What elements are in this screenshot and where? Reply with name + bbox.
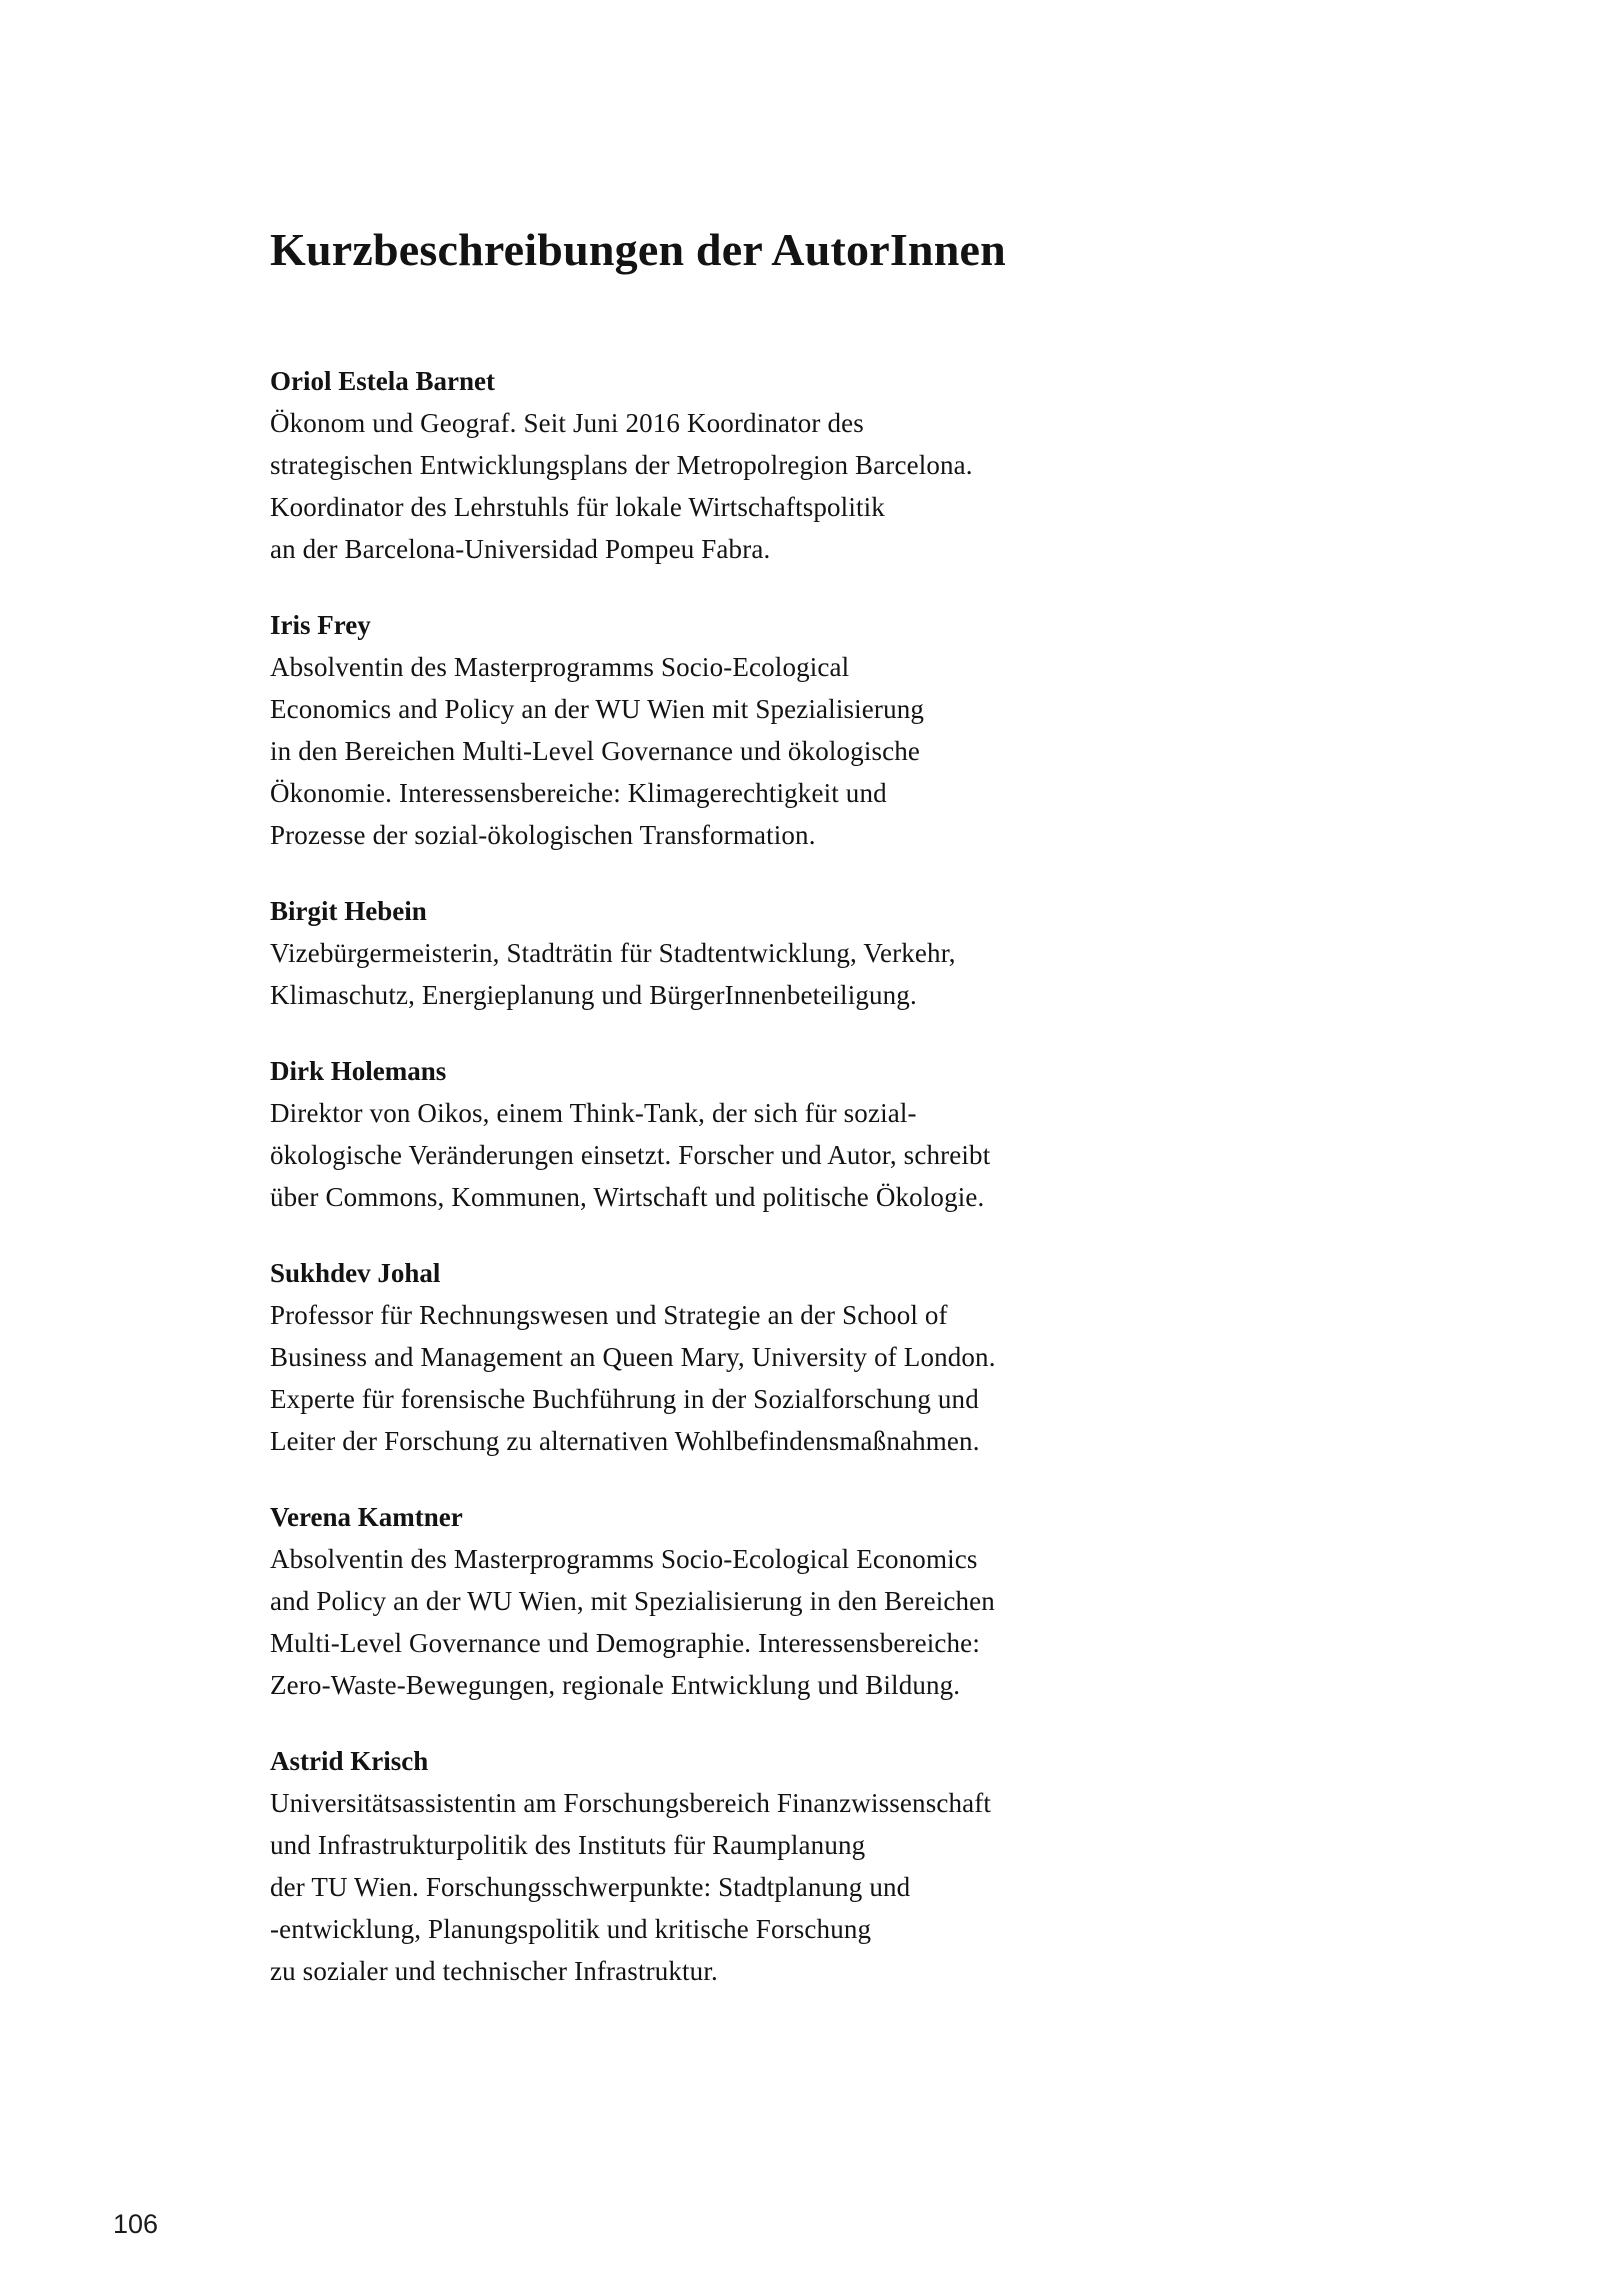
bio-line: und Infrastrukturpolitik des Instituts für Raumplanung [270,1830,866,1860]
author-bio [270,1538,1150,1706]
author-bio [270,402,1150,570]
bio-line: strategischen Entwicklungsplans der Metropolregion Barcelona. [270,450,973,480]
bio-line: Leiter der Forschung zu alternativen Wohlbefindensmaßnahmen. [270,1426,980,1456]
author-section [270,1050,1150,1218]
bio-line: an der Barcelona-Universidad Pompeu Fabra. [270,534,771,564]
page-title: Kurzbeschreibungen der AutorInnen [270,224,1006,275]
author-section [270,1252,1150,1462]
author-name: Birgit Hebein [270,896,427,926]
bio-line: Klimaschutz, Energieplanung und BürgerInnenbeteiligung. [270,980,917,1010]
author-bio [270,1782,1150,1992]
author-section [270,890,1150,1016]
author-section [270,1496,1150,1706]
bio-line: Absolventin des Masterprogramms Socio-Ecological [270,652,850,682]
author-name: Verena Kamtner [270,1502,463,1532]
author-list [270,360,1150,1992]
author-name: Iris Frey [270,610,371,640]
author-name: Sukhdev Johal [270,1258,441,1288]
bio-line: -entwicklung, Planungspolitik und kritische Forschung [270,1914,872,1944]
bio-line: über Commons, Kommunen, Wirtschaft und politische Ökologie. [270,1182,985,1212]
bio-line: Economics and Policy an der WU Wien mit Spezialisierung [270,694,925,724]
page-number: 106 [113,2209,159,2239]
author-section [270,604,1150,856]
bio-line: Ökonom und Geograf. Seit Juni 2016 Koordinator des [270,408,864,438]
bio-line: Absolventin des Masterprogramms Socio-Ecological Economics [270,1544,978,1574]
bio-line: Direktor von Oikos, einem Think-Tank, der sich für sozial- [270,1098,917,1128]
author-section [270,360,1150,570]
bio-line: zu sozialer und technischer Infrastruktur. [270,1956,718,1986]
bio-line: Vizebürgermeisterin, Stadträtin für Stadtentwicklung, Verkehr, [270,938,956,968]
author-section [270,1740,1150,1992]
bio-line: Zero-Waste-Bewegungen, regionale Entwicklung und Bildung. [270,1670,961,1700]
bio-line: Business and Management an Queen Mary, University of London. [270,1342,996,1372]
bio-line: Prozesse der sozial-ökologischen Transformation. [270,820,816,850]
author-bio [270,932,1150,1016]
author-bio [270,646,1150,856]
author-bio [270,1092,1150,1218]
author-name: Oriol Estela Barnet [270,366,495,396]
page-content [270,222,1150,1992]
bio-line: Ökonomie. Interessensbereiche: Klimagerechtigkeit und [270,778,887,808]
bio-line: Universitätsassistentin am Forschungsbereich Finanzwissenschaft [270,1788,992,1818]
author-bio [270,1294,1150,1462]
bio-line: Koordinator des Lehrstuhls für lokale Wirtschaftspolitik [270,492,885,522]
bio-line: Multi-Level Governance und Demographie. Interessensbereiche: [270,1628,980,1658]
bio-line: and Policy an der WU Wien, mit Spezialisierung in den Bereichen [270,1586,995,1616]
bio-line: ökologische Veränderungen einsetzt. Forscher und Autor, schreibt [270,1140,991,1170]
bio-line: Experte für forensische Buchführung in der Sozialforschung und [270,1384,979,1414]
bio-line: der TU Wien. Forschungsschwerpunkte: Stadtplanung und [270,1872,911,1902]
bio-line: in den Bereichen Multi-Level Governance und ökologische [270,736,921,766]
bio-line: Professor für Rechnungswesen und Strategie an der School of [270,1300,948,1330]
author-name: Astrid Krisch [270,1746,429,1776]
author-name: Dirk Holemans [270,1056,447,1086]
